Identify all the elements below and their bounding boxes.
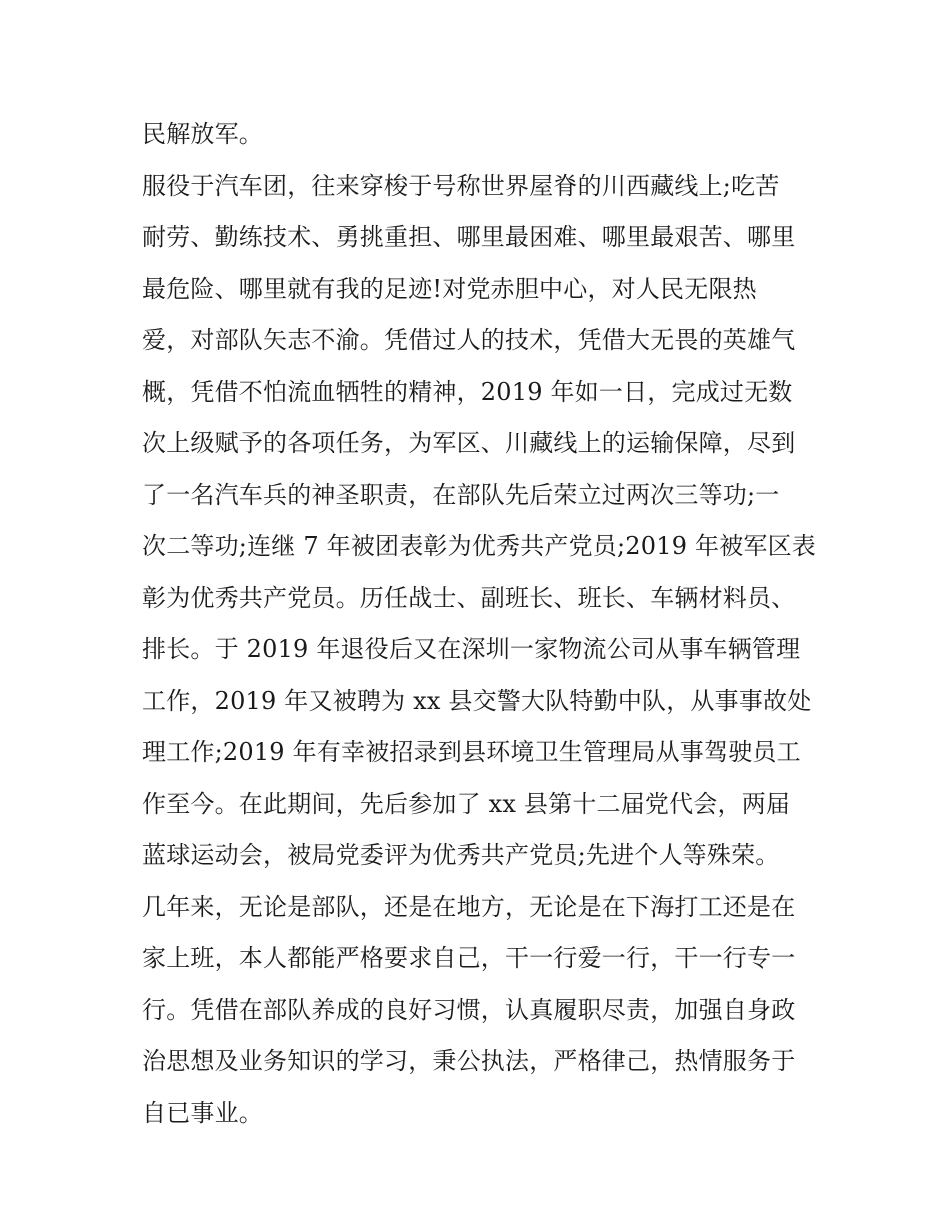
text-line: 排长。于 2019 年退役后又在深圳一家物流公司从事车辆管理 <box>142 635 801 663</box>
text-line: 蓝球运动会，被局党委评为优秀共产党员;先进个人等殊荣。 <box>142 841 780 869</box>
text-line: 爱，对部队矢志不渝。凭借过人的技术，凭借大无畏的英雄气 <box>142 326 796 354</box>
text-line: 作至今。在此期间，先后参加了 xx 县第十二届党代会，两届 <box>142 789 791 818</box>
text-line: 服役于汽车团，往来穿梭于号称世界屋脊的川西藏线上;吃苦 <box>142 171 780 200</box>
text-line: 治思想及业务知识的学习，秉公执法，严格律己，热情服务于 <box>142 1047 796 1075</box>
text-line: 概，凭借不怕流血牺牲的精神，2019 年如一日，完成过无数 <box>142 377 793 406</box>
text-line: 次二等功;连继 7 年被团表彰为优秀共产党员;2019 年被军区表 <box>142 532 817 560</box>
text-line: 自已事业。 <box>142 1098 263 1127</box>
document-body <box>142 109 822 1139</box>
text-line: 家上班，本人都能严格要求自己，干一行爱一行，干一行专一 <box>142 944 796 972</box>
text-line: 彰为优秀共产党员。历任战士、副班长、班长、车辆材料员、 <box>142 583 796 612</box>
text-line: 最危险、哪里就有我的足迹!对党赤胆中心，对人民无限热 <box>142 274 757 303</box>
text-line: 行。凭借在部队养成的良好习惯，认真履职尽责，加强自身政 <box>142 995 796 1024</box>
text-line: 耐劳、勤练技术、勇挑重担、哪里最困难、哪里最艰苦、哪里 <box>142 223 796 251</box>
text-line: 理工作;2019 年有幸被招录到县环境卫生管理局从事驾驶员工 <box>142 738 801 766</box>
text-line: 了一名汽车兵的神圣职责，在部队先后荣立过两次三等功;一 <box>142 480 780 509</box>
text-line: 工作，2019 年又被聘为 xx 县交警大队特勤中队，从事事故处 <box>142 686 812 715</box>
text-line: 几年来，无论是部队，还是在地方，无论是在下海打工还是在 <box>142 892 796 921</box>
text-line: 民解放军。 <box>142 120 263 148</box>
text-line: 次上级赋予的各项任务，为军区、川藏线上的运输保障，尽到 <box>142 429 796 457</box>
